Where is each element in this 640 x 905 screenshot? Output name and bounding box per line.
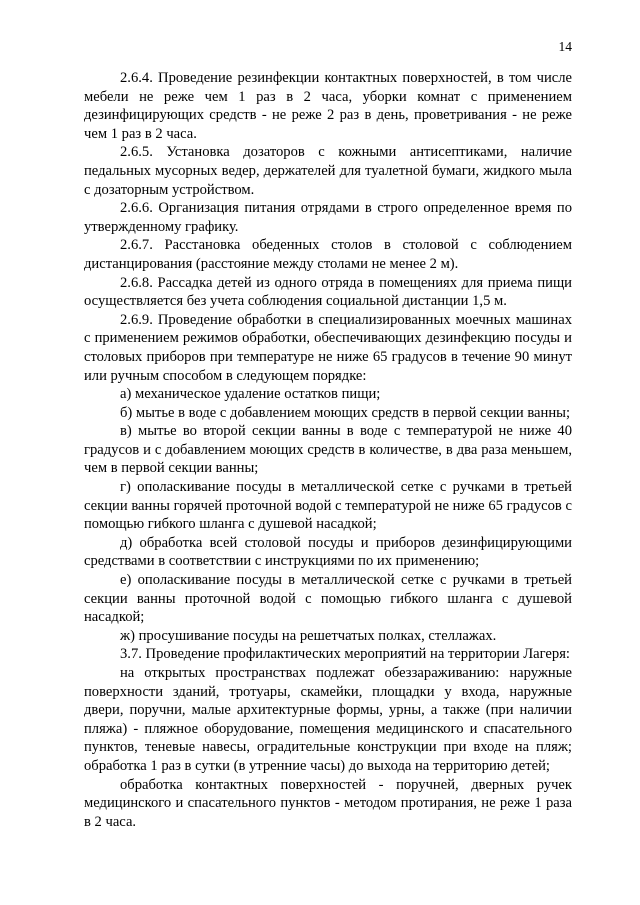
paragraph-2-6-7: 2.6.7. Расстановка обеденных столов в столовой с соблюдением дистанцирования (расстояние между столами не менее 2 м).: [84, 237, 572, 272]
list-item-d: д) обработка всей столовой посуды и приборов дезинфицирующими средствами в соответствии с инструкциями по их применению;: [84, 534, 572, 570]
paragraph-2-6-4: 2.6.4. Проведение резинфекции контактных поверхностей, в том числе мебели не реже чем 1 раз в 2 часа, уборки комнат с применением дезинфицирующих средств - не реже 2 раз в день, проветривания - не реже чем 1 раз в 2 часа.: [84, 70, 572, 142]
list-item-g: г) ополаскивание посуды в металлической сетке с ручками в третьей секции ванны горячей проточной водой с температурой не ниже 65 градусов с помощью гибкого шланга с душевой насадкой;: [84, 479, 572, 533]
list-item-b: б) мытье в воде с добавлением моющих средств в первой секции ванны;: [120, 404, 571, 421]
paragraph-3-7: 3.7. Проведение профилактических мероприятий на территории Лагеря:: [120, 646, 570, 663]
document-body: [84, 69, 572, 831]
list-item-zh: ж) просушивание посуды на решетчатых полках, стеллажах.: [120, 627, 497, 644]
page-number: 14: [558, 39, 572, 54]
list-item-a: а) механическое удаление остатков пищи;: [120, 386, 381, 403]
paragraph-2-6-8: 2.6.8. Рассадка детей из одного отряда в помещениях для приема пищи осуществляется без учета соблюдения социальной дистанции 1,5 м.: [84, 274, 572, 310]
list-item-e: е) ополаскивание посуды в металлической сетке с ручками в третьей секции ванны проточной водой с помощью гибкого шланга с душевой насадкой;: [84, 572, 572, 626]
paragraph-2-6-5: 2.6.5. Установка дозаторов с кожными антисептиками, наличие педальных мусорных ведер, держателей для туалетной бумаги, жидкого мыла с дозаторным устройством.: [84, 144, 572, 198]
paragraph-2-6-9: 2.6.9. Проведение обработки в специализированных моечных машинах с применением режимов обработки, обеспечивающих дезинфекцию посуды и столовых приборов при температуре не ниже 65 градусов в течение 90 минут или ручным способом в следующем порядке:: [84, 311, 572, 384]
paragraph-contact-surfaces: обработка контактных поверхностей - поручней, дверных ручек медицинского и спасательного пунктов - методом протирания, не реже 1 раза в 2 часа.: [84, 776, 572, 830]
paragraph-outdoor-disinfection: на открытых пространствах подлежат обеззараживанию: наружные поверхности зданий, тротуары, скамейки, площадки у входа, наружные двери, поручни, малые архитектурные формы, урны, а также (при наличии пляжа) - пляжное оборудование, помещения медицинского и спасательного пунктов, теневые навесы, оградительные конструкции при входе на пляж; обработка 1 раз в сутки (в утренние часы) до выхода на территорию детей;: [84, 665, 572, 774]
list-item-v: в) мытье во второй секции ванны в воде с температурой не ниже 40 градусов и с добавлением моющих средств в количестве, в два раза меньшем, чем в первой секции ванны;: [84, 423, 572, 477]
paragraph-2-6-6: 2.6.6. Организация питания отрядами в строго определенное время по утвержденному графику.: [84, 200, 572, 235]
